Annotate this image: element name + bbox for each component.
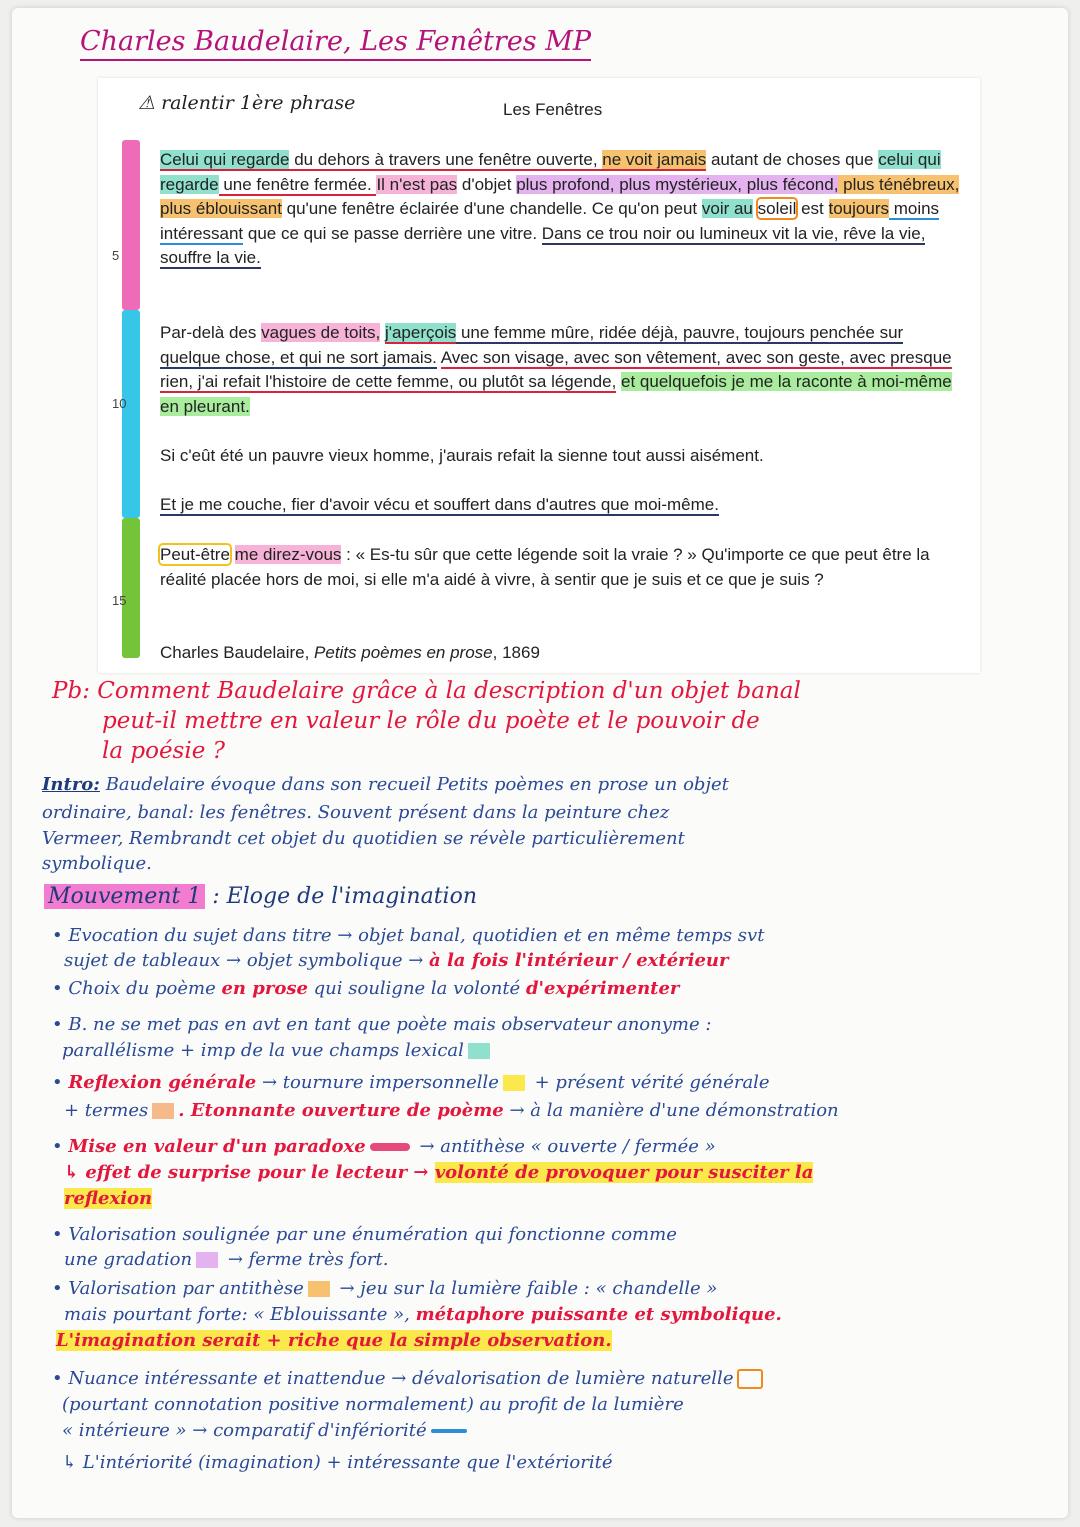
paragraph-1: Celui qui regarde du dehors à travers une fenêtre ouverte, ne voit jamais autant de choses que celui qui regarde une fenêtre fermée. Il n'est pas d'objet plus profond, plus mystérieux, plus fécond, plus ténébreux, plus éblouissant qu'une fenêtre éclairée d'une chandelle. Ce qu'on peut voir au soleil est toujours moins intéressant que ce qui se passe derrière une vitre. Dans ce trou noir ou lumineux vit la vie, rêve la vie, souffre la vie. xyxy=(160,150,960,267)
poem-excerpt xyxy=(98,78,980,673)
bullet-3-line-2: parallélisme + imp de la vue champs lexical xyxy=(62,1040,494,1061)
reading-note: ⚠ ralentir 1ère phrase xyxy=(138,92,356,114)
yellow-swatch xyxy=(503,1075,525,1091)
bullet-6-line-2: une gradation → ferme très fort. xyxy=(64,1249,389,1270)
orange-box-swatch xyxy=(737,1369,763,1389)
bullet-8-line-2: (pourtant connotation positive normalement) au profit de la lumière xyxy=(62,1394,684,1415)
source-credit: Charles Baudelaire, Petits poèmes en prose, 1869 xyxy=(160,643,540,662)
bullet-1-line-1: • Evocation du sujet dans titre → objet banal, quotidien et en même temps svt xyxy=(52,925,765,946)
violet-swatch xyxy=(196,1252,218,1268)
movement-3-marker xyxy=(122,518,140,658)
line-number-10: 10 xyxy=(112,396,127,411)
bullet-5-line-2: ↳ effet de surprise pour le lecteur → volonté de provoquer pour susciter la xyxy=(64,1162,814,1183)
paragraph-4: Et je me couche, fier d'avoir vécu et souffert dans d'autres que moi-même. xyxy=(160,495,719,514)
intro-line-4: symbolique. xyxy=(42,853,152,874)
paragraph-5: Peut-être me direz-vous : « Es-tu sûr que cette légende soit la vraie ? » Qu'importe ce que peut être la réalité placée hors de moi, si elle m'a aidé à vivre, à sentir que je suis et ce que je suis ? xyxy=(160,545,930,589)
bullet-8-line-4: ↳ L'intériorité (imagination) + intéressante que l'extériorité xyxy=(62,1452,613,1473)
problem-line-3: la poésie ? xyxy=(102,738,225,764)
intro-line-2: ordinaire, banal: les fenêtres. Souvent présent dans la peinture chez xyxy=(42,802,670,823)
paragraph-3: Si c'eût été un pauvre vieux homme, j'aurais refait la sienne tout aussi aisément. xyxy=(160,446,764,465)
problem-line-1: Pb: Comment Baudelaire grâce à la description d'un objet banal xyxy=(52,678,801,704)
pink-marker-swatch xyxy=(370,1143,410,1151)
bullet-7-line-2: mais pourtant forte: « Eblouissante », métaphore puissante et symbolique. xyxy=(64,1304,782,1325)
orange-swatch xyxy=(308,1281,330,1297)
line-number-5: 5 xyxy=(112,248,120,263)
movement-1-marker xyxy=(122,140,140,310)
teal-swatch xyxy=(468,1043,490,1059)
intro-line-1: Intro: Baudelaire évoque dans son recueil Petits poèmes en prose un objet xyxy=(42,774,729,795)
bullet-8-line-1: • Nuance intéressante et inattendue → dévalorisation de lumière naturelle xyxy=(52,1368,767,1389)
bullet-1-line-2: sujet de tableaux → objet symbolique → à la fois l'intérieur / extérieur xyxy=(64,950,729,971)
bullet-5-line-3: reflexion xyxy=(64,1188,153,1209)
bullet-6-line-1: • Valorisation soulignée par une énumération qui fonctionne comme xyxy=(52,1224,677,1245)
bullet-3-line-1: • B. ne se met pas en avt en tant que poète mais observateur anonyme : xyxy=(52,1014,712,1035)
bullet-4-line-1: • Reflexion générale → tournure impersonnelle + présent vérité générale xyxy=(52,1072,770,1093)
movement-1-heading: Mouvement 1 : Eloge de l'imagination xyxy=(44,884,477,909)
bullet-7-line-1: • Valorisation par antithèse → jeu sur la lumière faible : « chandelle » xyxy=(52,1278,718,1299)
bullet-8-line-3: « intérieure » → comparatif d'infériorité xyxy=(62,1420,471,1441)
bullet-2: • Choix du poème en prose qui souligne la volonté d'expérimenter xyxy=(52,978,680,999)
blue-underline-swatch xyxy=(431,1429,467,1433)
peach-swatch xyxy=(152,1103,174,1119)
problem-line-2: peut-il mettre en valeur le rôle du poète et le pouvoir de xyxy=(102,708,760,734)
bullet-5-line-1: • Mise en valeur d'un paradoxe → antithèse « ouverte / fermée » xyxy=(52,1136,716,1157)
bullet-7-line-3: L'imagination serait + riche que la simple observation. xyxy=(56,1330,612,1351)
poem-title: Les Fenêtres xyxy=(503,100,603,119)
bullet-4-line-2: + termes . Etonnante ouverture de poème → à la manière d'une démonstration xyxy=(64,1100,839,1121)
page-title: Charles Baudelaire, Les Fenêtres MP xyxy=(80,26,591,61)
movement-2-marker xyxy=(122,310,140,518)
notes-sheet xyxy=(12,8,1068,1518)
line-number-15: 15 xyxy=(112,593,127,608)
paragraph-2: Par-delà des vagues de toits, j'aperçois une femme mûre, ridée déjà, pauvre, toujours penchée sur quelque chose, et qui ne sort jamais. Avec son visage, avec son vêtement, avec son geste, avec presque rien, j'ai refait l'histoire de cette femme, ou plutôt sa légende, et quelquefois je me la raconte à moi-même en pleurant. xyxy=(160,323,952,416)
intro-line-3: Vermeer, Rembrandt cet objet du quotidien se révèle particulièrement xyxy=(42,828,685,849)
